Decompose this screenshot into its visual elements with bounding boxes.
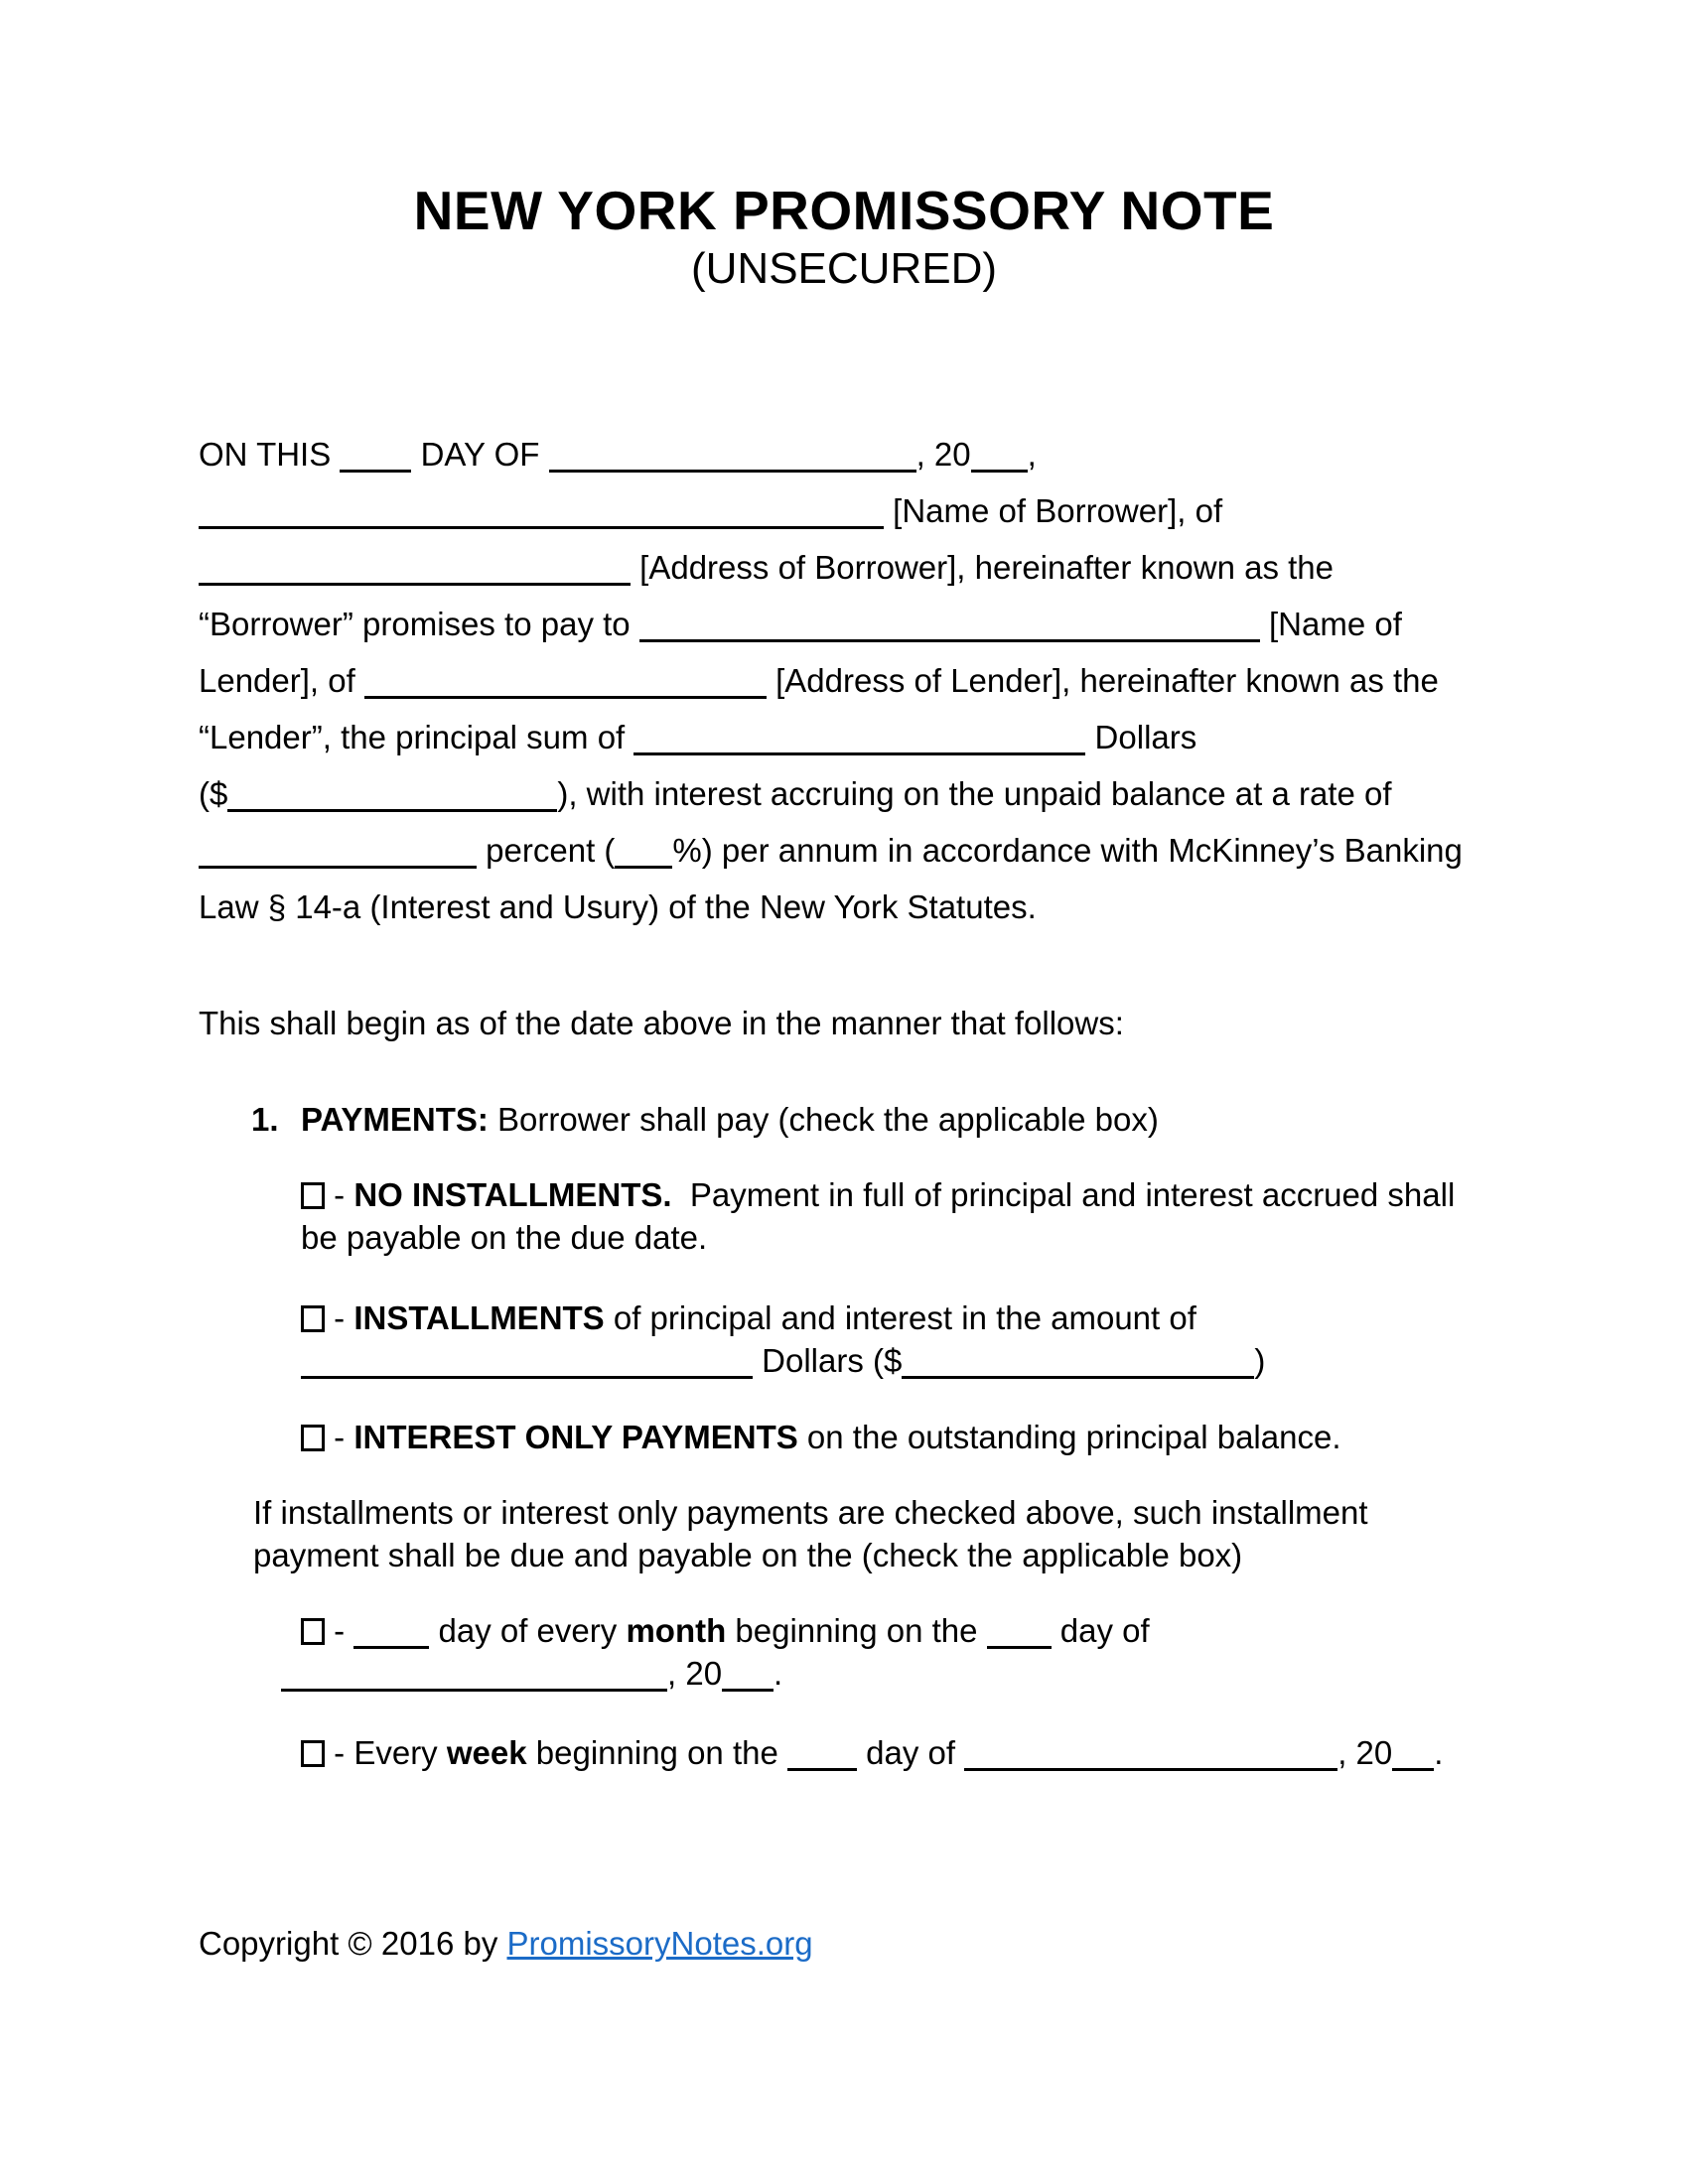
blank-line (281, 1689, 667, 1692)
form-line (199, 426, 1463, 482)
text-run: percent ( (477, 832, 616, 869)
text-run: , 20 (1337, 1734, 1393, 1771)
text-run: [Name of Borrower], of (884, 492, 1223, 529)
payments-list-item (251, 1091, 1159, 1148)
blank-line (722, 1689, 774, 1692)
text-run: %) per annum in accordance with McKinney’s Banking (672, 832, 1463, 869)
checkbox-icon[interactable] (301, 1618, 325, 1645)
blank-line (301, 1376, 753, 1379)
text-run: “Borrower” promises to pay to (199, 606, 639, 642)
bold-text: month (626, 1612, 727, 1649)
form-line (199, 765, 1463, 822)
text-run: [Address of Borrower], hereinafter known as the (631, 549, 1335, 586)
intro-paragraph (199, 426, 1463, 935)
option-weekly-schedule (301, 1731, 1443, 1774)
text-run: - (325, 1299, 354, 1336)
text-run: beginning on the (526, 1734, 787, 1771)
form-line (199, 539, 1463, 596)
blank-line (787, 1768, 857, 1771)
bold-text: NO INSTALLMENTS. (353, 1176, 672, 1213)
text-run: of principal and interest in the amount of (604, 1299, 1196, 1336)
form-line (301, 1297, 1265, 1339)
blank-line (633, 752, 1085, 755)
blank-line (987, 1646, 1052, 1649)
payments-text (301, 1101, 1159, 1138)
checkbox-icon[interactable] (301, 1182, 325, 1209)
checkbox-icon[interactable] (301, 1425, 325, 1451)
form-line (199, 709, 1463, 765)
blank-line (227, 809, 557, 812)
blank-line (340, 470, 411, 473)
text-run: . (1434, 1734, 1444, 1771)
form-line (253, 1534, 1368, 1576)
form-line (199, 652, 1463, 709)
blank-line (199, 583, 631, 586)
payments-heading: PAYMENTS: (301, 1101, 489, 1138)
text-run: - Every (325, 1734, 447, 1771)
text-run: ) (1254, 1342, 1266, 1379)
document-title: NEW YORK PROMISSORY NOTE (413, 180, 1275, 241)
blank-line (639, 639, 1260, 642)
form-line (301, 1416, 1341, 1458)
blank-line (199, 866, 477, 869)
list-number: 1. (251, 1101, 279, 1138)
option-monthly-schedule (301, 1609, 1150, 1695)
payments-rest: Borrower shall pay (check the applicable box) (488, 1101, 1159, 1138)
promissorynotes-link[interactable]: PromissoryNotes.org (506, 1925, 813, 1962)
text-run: payment shall be due and payable on the (check the applicable box) (253, 1537, 1243, 1573)
text-run: beginning on the (726, 1612, 987, 1649)
text-run: . (774, 1655, 783, 1692)
text-run: If installments or interest only payments are checked above, such installment (253, 1494, 1368, 1531)
footer (199, 1924, 813, 1964)
text-run: [Name of (1259, 606, 1402, 642)
text-run: , 20 (915, 436, 971, 473)
text-run: day of (856, 1734, 965, 1771)
blank-line (549, 470, 916, 473)
text-run: , 20 (667, 1655, 723, 1692)
form-line (199, 879, 1463, 935)
blank-line (199, 526, 884, 529)
blank-line (353, 1646, 429, 1649)
text-run: Lender], of (199, 662, 364, 699)
text-run: Law § 14-a (Interest and Usury) of the New York Statutes. (199, 888, 1037, 925)
text-run: on the outstanding principal balance. (797, 1419, 1341, 1455)
form-line (301, 1216, 1455, 1259)
text-run: Dollars ($ (753, 1342, 903, 1379)
document-subtitle: (UNSECURED) (691, 244, 997, 293)
option-interest-only (301, 1416, 1341, 1458)
form-line (199, 822, 1463, 879)
text-run: day of every (429, 1612, 627, 1649)
form-line (301, 1173, 1455, 1216)
begin-line (199, 995, 1124, 1051)
form-line (199, 596, 1463, 652)
bold-text: week (446, 1734, 527, 1771)
text-run: - (325, 1612, 354, 1649)
blank-line (615, 866, 672, 869)
checkbox-icon[interactable] (301, 1740, 325, 1767)
option-no-installments (301, 1173, 1455, 1259)
blank-line (964, 1768, 1337, 1771)
blank-line (364, 696, 767, 699)
form-line (301, 1609, 1150, 1652)
text-run: ), with interest accruing on the unpaid balance at a rate of (557, 775, 1392, 812)
text-run: be payable on the due date. (301, 1219, 708, 1256)
text-run: , (1027, 436, 1037, 473)
bold-text: INTEREST ONLY PAYMENTS (353, 1419, 798, 1455)
text-run: “Lender”, the principal sum of (199, 719, 634, 755)
form-line (199, 482, 1463, 539)
copyright-text: Copyright © 2016 by (199, 1925, 507, 1962)
text-run: ($ (199, 775, 228, 812)
blank-line (971, 470, 1028, 473)
form-line (301, 1731, 1443, 1774)
form-line (301, 1339, 1265, 1382)
form-line (253, 1491, 1368, 1534)
installment-note-paragraph (253, 1491, 1368, 1576)
blank-line (1392, 1768, 1434, 1771)
checkbox-icon[interactable] (301, 1305, 325, 1332)
text-run: day of (1051, 1612, 1150, 1649)
text-run: - (325, 1176, 354, 1213)
text-run: [Address of Lender], hereinafter known as the (766, 662, 1439, 699)
bold-text: INSTALLMENTS (353, 1299, 605, 1336)
form-line (281, 1652, 1150, 1695)
option-installments (301, 1297, 1265, 1382)
text-run: Payment in full of principal and interest accrued shall (671, 1176, 1456, 1213)
text-run: - (325, 1419, 354, 1455)
blank-line (902, 1376, 1254, 1379)
text-run: DAY OF (411, 436, 549, 473)
begin-text: This shall begin as of the date above in the manner that follows: (199, 1005, 1124, 1041)
text-run: ON THIS (199, 436, 341, 473)
text-run: Dollars (1085, 719, 1197, 755)
